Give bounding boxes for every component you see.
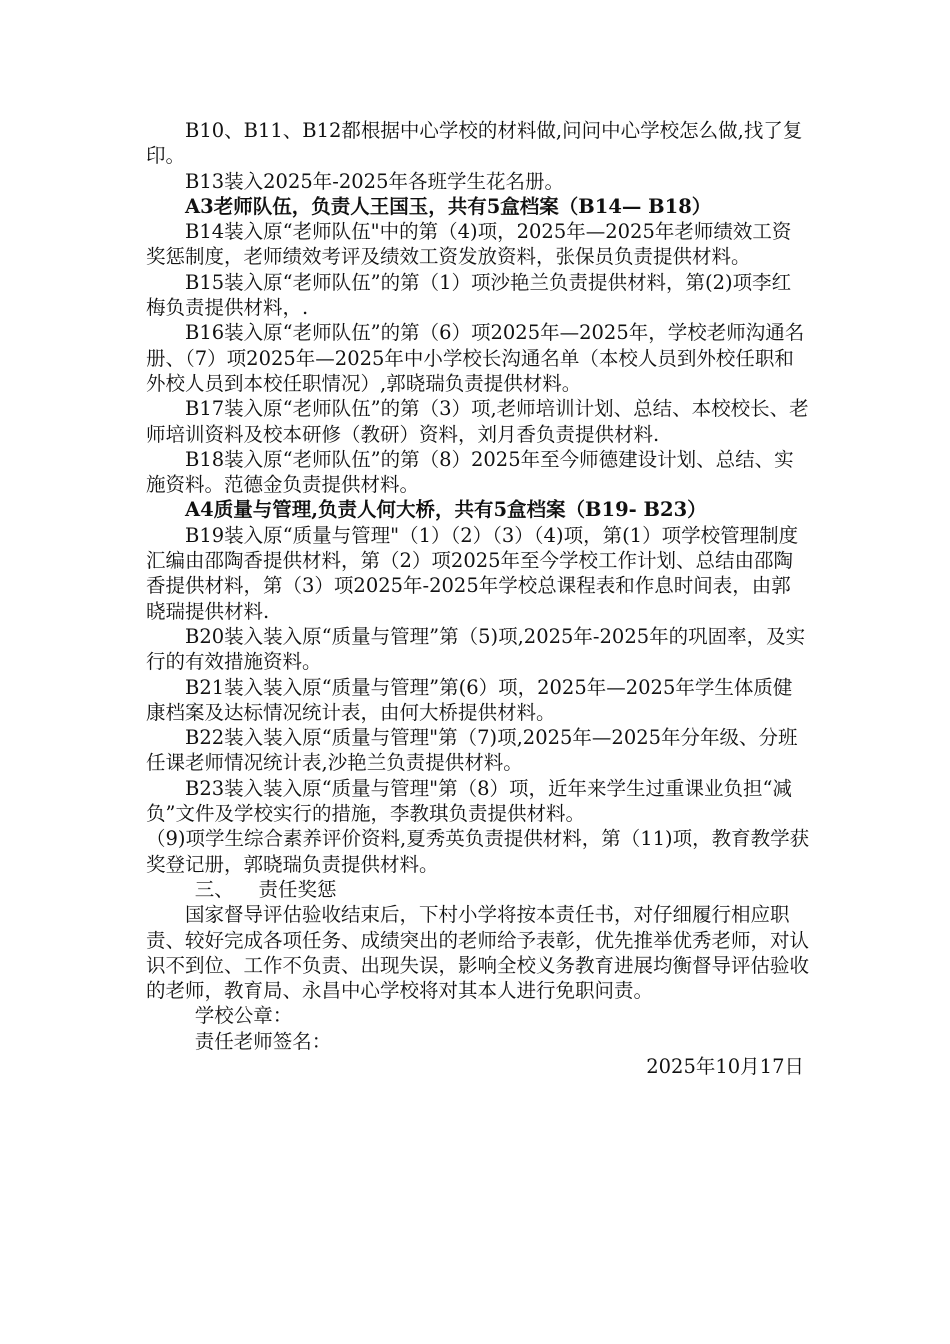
paragraph-b15: B15装入原“老师队伍”的第（1）项沙艳兰负责提供材料，第(2)项李红梅负责提供材料，. [146, 270, 792, 320]
document-date: 2025年10月17日 [646, 1054, 804, 1078]
document-page [146, 118, 810, 1079]
paragraph-b23: B23装入装入原“质量与管理"第（8）项，近年来学生过重课业负担“减负”文件及学校实行的措施，李教琪负责提供材料。 [146, 776, 792, 826]
paragraph-b10-b12: B10、B11、B12都根据中心学校的材料做,问问中心学校怎么做,找了复印。 [146, 119, 803, 168]
section-heading-responsibility: 三、 责任奖惩 [194, 877, 337, 901]
paragraph-b18: B18装入原“老师队伍”的第（8）2025年至今师德建设计划、总结、实施资料。范德金负责提供材料。 [146, 447, 794, 497]
paragraph-b13: B13装入2025年-2025年各班学生花名册。 [185, 169, 564, 193]
section-heading-a3: A3老师队伍，负责人王国玉，共有5盒档案（B14— B18） [185, 194, 712, 218]
paragraph-b22: B22装入装入原“质量与管理"第（7)项,2025年—2025年分年级、分班任课老师情况统计表,沙艳兰负责提供材料。 [146, 726, 798, 775]
teacher-signature-label: 责任老师签名： [194, 1029, 332, 1053]
paragraph-b14: B14装入原“老师队伍"中的第（4)项，2025年—2025年老师绩效工资奖惩制度，老师绩效考评及绩效工资发放资料，张保员负责提供材料。 [146, 220, 792, 269]
paragraph-b19: B19装入原“质量与管理"（1）（2）（3）（4)项，第(1）项学校管理制度汇编由邵陶香提供材料，第（2）项2025年至今学校工作计划、总结由邵陶香提供材料，第（3）项2025年-2025年学校总课程表和作息时间表，由郭晓瑞提供材料. [146, 523, 799, 623]
paragraph-item-9-11: （9)项学生综合素养评价资料,夏秀英负责提供材料，第（11)项，教育教学获奖登记册，郭晓瑞负责提供材料。 [146, 827, 810, 876]
section-heading-a4: A4质量与管理,负责人何大桥，共有5盒档案（B19- B23） [185, 498, 707, 522]
paragraph-responsibility-body: 国家督导评估验收结束后，下村小学将按本责任书，对仔细履行相应职责、较好完成各项任务、成绩突出的老师给予表彰，优先推举优秀老师，对认识不到位、工作不负责、出现失误，影响全校义务教育进展均衡督导评估验收的老师，教育局、永昌中心学校将对其本人进行免职问责。 [146, 903, 810, 1003]
paragraph-b17: B17装入原“老师队伍”的第（3）项,老师培训计划、总结、本校校长、老师培训资料及校本研修（教研）资料，刘月香负责提供材料. [146, 397, 809, 446]
paragraph-b16: B16装入原“老师队伍”的第（6）项2025年—2025年，学校老师沟通名册、（7）项2025年—2025年中小学校长沟通名单（本校人员到外校任职和外校人员到本校任职情况）,郭晓瑞负责提供材料。 [146, 321, 805, 395]
paragraph-b20: B20装入装入原“质量与管理”第（5)项,2025年-2025年的巩固率，及实行的有效措施资料。 [146, 624, 806, 674]
paragraph-b21: B21装入装入原“质量与管理”第(6）项，2025年—2025年学生体质健康档案及达标情况统计表，由何大桥提供材料。 [146, 675, 793, 724]
school-seal-label: 学校公章： [194, 1004, 293, 1028]
